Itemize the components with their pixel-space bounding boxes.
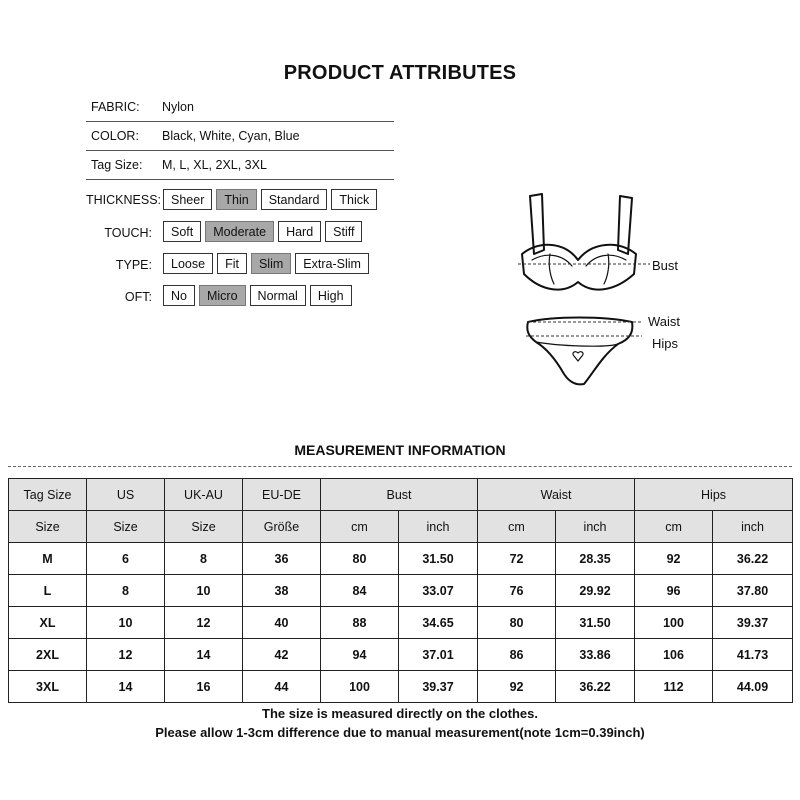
option-fit: Fit — [217, 253, 247, 274]
table-cell: 38 — [243, 575, 321, 607]
table-cell: 94 — [321, 639, 399, 671]
header-cell: cm — [478, 511, 556, 543]
header-cell: Hips — [635, 479, 793, 511]
table-cell: 39.37 — [399, 671, 478, 703]
header-cell: Tag Size — [9, 479, 87, 511]
table-cell: 14 — [165, 639, 243, 671]
oft-label: OFT: — [124, 290, 152, 304]
oft-options — [163, 285, 352, 306]
bust-label: Bust — [652, 258, 679, 273]
garment-measurement-illustration — [510, 180, 690, 400]
waist-label: Waist — [648, 314, 681, 329]
option-stiff: Stiff — [325, 221, 362, 242]
type-label: TYPE: — [115, 258, 152, 272]
table-cell: 41.73 — [713, 639, 793, 671]
header-cell: Bust — [321, 479, 478, 511]
option-high: High — [310, 285, 352, 306]
table-cell: 86 — [478, 639, 556, 671]
table-cell: 14 — [87, 671, 165, 703]
table-cell: 72 — [478, 543, 556, 575]
table-cell: 10 — [165, 575, 243, 607]
measurement-table — [8, 478, 793, 703]
table-row — [9, 639, 793, 671]
table-cell: 40 — [243, 607, 321, 639]
page-title: PRODUCT ATTRIBUTES — [283, 62, 517, 84]
table-row — [9, 575, 793, 607]
table-cell: 31.50 — [399, 543, 478, 575]
table-cell: 28.35 — [556, 543, 635, 575]
table-cell: 31.50 — [556, 607, 635, 639]
table-cell: 36 — [243, 543, 321, 575]
table-cell: 8 — [165, 543, 243, 575]
header-cell: inch — [713, 511, 793, 543]
touch-label: TOUCH: — [104, 226, 152, 240]
option-micro-selected: Micro — [199, 285, 246, 306]
table-cell: 33.07 — [399, 575, 478, 607]
thickness-options — [163, 189, 377, 210]
header-cell: UK-AU — [165, 479, 243, 511]
table-cell: 37.80 — [713, 575, 793, 607]
table-cell: 12 — [87, 639, 165, 671]
note-line-2: Please allow 1-3cm difference due to manual measurement(note 1cm=0.39inch) — [155, 725, 645, 740]
table-cell: 3XL — [9, 671, 87, 703]
table-cell: 2XL — [9, 639, 87, 671]
table-cell: 33.86 — [556, 639, 635, 671]
header-cell: Size — [165, 511, 243, 543]
table-cell: 12 — [165, 607, 243, 639]
header-cell: inch — [399, 511, 478, 543]
header-cell: inch — [556, 511, 635, 543]
header-cell: Waist — [478, 479, 635, 511]
table-cell: 44.09 — [713, 671, 793, 703]
attr-row-fabric — [86, 92, 394, 122]
dashed-divider — [8, 466, 792, 467]
option-hard: Hard — [278, 221, 321, 242]
attr-label: COLOR: — [91, 129, 139, 143]
option-thin-selected: Thin — [216, 189, 256, 210]
attr-row-color — [86, 121, 394, 151]
option-normal: Normal — [250, 285, 306, 306]
table-row — [9, 607, 793, 639]
table-cell: 106 — [635, 639, 713, 671]
table-cell: 16 — [165, 671, 243, 703]
table-cell: 92 — [478, 671, 556, 703]
option-loose: Loose — [163, 253, 213, 274]
table-cell: M — [9, 543, 87, 575]
attr-label: FABRIC: — [91, 100, 140, 114]
table-cell: 80 — [321, 543, 399, 575]
attr-value: Nylon — [162, 100, 194, 114]
table-cell: 39.37 — [713, 607, 793, 639]
option-soft: Soft — [163, 221, 201, 242]
table-cell: 36.22 — [556, 671, 635, 703]
table-row — [9, 543, 793, 575]
option-moderate-selected: Moderate — [205, 221, 274, 242]
table-cell: 37.01 — [399, 639, 478, 671]
table-cell: 42 — [243, 639, 321, 671]
table-cell: 8 — [87, 575, 165, 607]
measurement-title: MEASUREMENT INFORMATION — [294, 442, 506, 458]
option-extra-slim: Extra-Slim — [295, 253, 369, 274]
attr-row-tag-size — [86, 150, 394, 180]
type-options — [163, 253, 369, 274]
header-cell: Größe — [243, 511, 321, 543]
table-row — [9, 671, 793, 703]
table-cell: 29.92 — [556, 575, 635, 607]
table-cell: XL — [9, 607, 87, 639]
thickness-label: THICKNESS: — [86, 193, 162, 207]
touch-options — [163, 221, 362, 242]
table-cell: 10 — [87, 607, 165, 639]
attr-value: Black, White, Cyan, Blue — [162, 129, 300, 143]
header-cell: cm — [635, 511, 713, 543]
attr-label: Tag Size: — [91, 158, 143, 172]
table-cell: 44 — [243, 671, 321, 703]
table-cell: 100 — [321, 671, 399, 703]
option-sheer: Sheer — [163, 189, 212, 210]
table-cell: 80 — [478, 607, 556, 639]
table-cell: 36.22 — [713, 543, 793, 575]
header-cell: EU-DE — [243, 479, 321, 511]
table-cell: 34.65 — [399, 607, 478, 639]
table-cell: 76 — [478, 575, 556, 607]
table-cell: 88 — [321, 607, 399, 639]
option-no: No — [163, 285, 195, 306]
attr-value: M, L, XL, 2XL, 3XL — [162, 158, 267, 172]
note-line-1: The size is measured directly on the clothes. — [262, 706, 538, 721]
header-cell: US — [87, 479, 165, 511]
header-row-1 — [9, 479, 793, 511]
header-row-2 — [9, 511, 793, 543]
hips-label: Hips — [652, 336, 679, 351]
table-cell: 84 — [321, 575, 399, 607]
table-cell: 96 — [635, 575, 713, 607]
option-slim-selected: Slim — [251, 253, 291, 274]
table-cell: L — [9, 575, 87, 607]
table-cell: 6 — [87, 543, 165, 575]
option-thick: Thick — [331, 189, 377, 210]
header-cell: cm — [321, 511, 399, 543]
option-standard: Standard — [261, 189, 328, 210]
table-cell: 92 — [635, 543, 713, 575]
table-cell: 100 — [635, 607, 713, 639]
table-cell: 112 — [635, 671, 713, 703]
header-cell: Size — [9, 511, 87, 543]
header-cell: Size — [87, 511, 165, 543]
